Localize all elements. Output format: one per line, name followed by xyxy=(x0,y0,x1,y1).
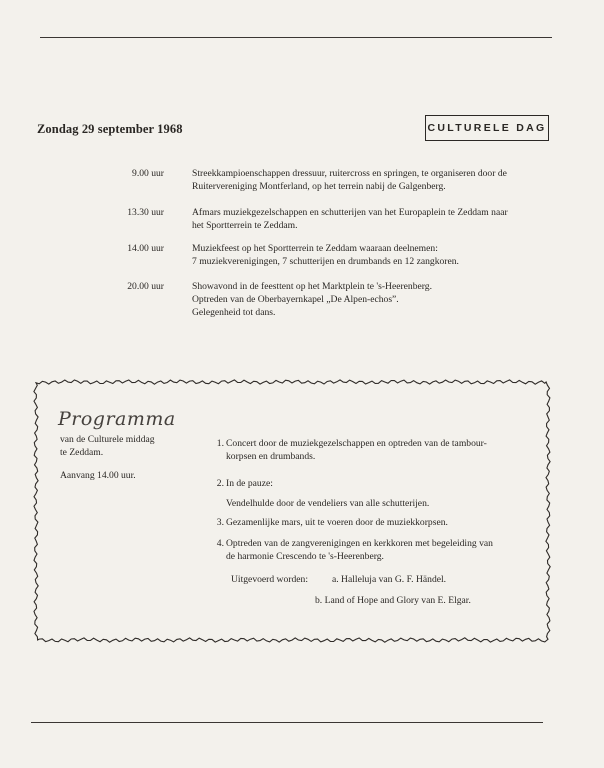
programme-item-line: In de pauze: xyxy=(226,478,273,489)
programme-item-number: 3. xyxy=(216,517,224,528)
schedule-line: Optreden van de Oberbayernkapel „De Alpen-echos”. xyxy=(192,294,399,305)
programme-title: Programma xyxy=(58,408,176,430)
programme-item-line: korpsen en drumbands. xyxy=(226,451,316,462)
programme-item-line: Gezamenlijke mars, uit te voeren door de muziekkorpsen. xyxy=(226,517,448,528)
schedule-time: 9.00 uur xyxy=(132,168,164,179)
programme-item-line: Vendelhulde door de vendeliers van alle schutterijen. xyxy=(226,498,430,509)
title-box: CULTURELE DAG xyxy=(425,115,549,141)
performed-label: Uitgevoerd worden: xyxy=(231,574,308,585)
programme-item-text xyxy=(226,537,493,563)
schedule-time: 20.00 uur xyxy=(127,281,164,292)
programme-item-line: de harmonie Crescendo te 's-Heerenberg. xyxy=(226,551,384,562)
schedule-line: 7 muziekverenigingen, 7 schutterijen en drumbands en 12 zangkoren. xyxy=(192,256,459,267)
programme-item-line: Optreden van de zangverenigingen en kerkkoren met begeleiding van xyxy=(226,538,493,549)
programme-item-line: Concert door de muziekgezelschappen en optreden van de tambour- xyxy=(226,438,487,449)
programme-item-text xyxy=(226,437,487,463)
schedule-line: Gelegenheid tot dans. xyxy=(192,307,276,318)
programme-item-spacer xyxy=(226,490,429,497)
programme-subtitle xyxy=(60,433,155,459)
programme-item-number: 2. xyxy=(216,478,224,489)
schedule-line: Ruitervereniging Montferland, op het terrein nabij de Galgenberg. xyxy=(192,181,446,192)
programme-item-text xyxy=(226,516,448,529)
programme-item-text xyxy=(226,477,429,510)
schedule-line: Showavond in de feesttent op het Marktplein te 's-Heerenberg. xyxy=(192,281,432,292)
schedule-line: het Sportterrein te Zeddam. xyxy=(192,220,298,231)
schedule-line: Afmars muziekgezelschappen en schutterijen van het Europaplein te Zeddam naar xyxy=(192,207,508,218)
performed-item-b: b. Land of Hope and Glory van E. Elgar. xyxy=(315,595,471,606)
date-heading: Zondag 29 september 1968 xyxy=(37,122,183,136)
programme-start-time: Aanvang 14.00 uur. xyxy=(60,470,136,481)
schedule-time: 13.30 uur xyxy=(127,207,164,218)
schedule-time: 14.00 uur xyxy=(127,243,164,254)
schedule-line: Streekkampioenschappen dressuur, ruitercross en springen, te organiseren door de xyxy=(192,168,507,179)
programme-item-number: 1. xyxy=(216,438,224,449)
programme-item-number: 4. xyxy=(216,538,224,549)
programme-subtitle-line: van de Culturele middag xyxy=(60,434,155,445)
programme-subtitle-line: te Zeddam. xyxy=(60,447,104,458)
bottom-rule xyxy=(31,722,543,723)
performed-item-a: a. Halleluja van G. F. Händel. xyxy=(332,574,447,585)
schedule-line: Muziekfeest op het Sportterrein te Zeddam waaraan deelnemen: xyxy=(192,243,438,254)
